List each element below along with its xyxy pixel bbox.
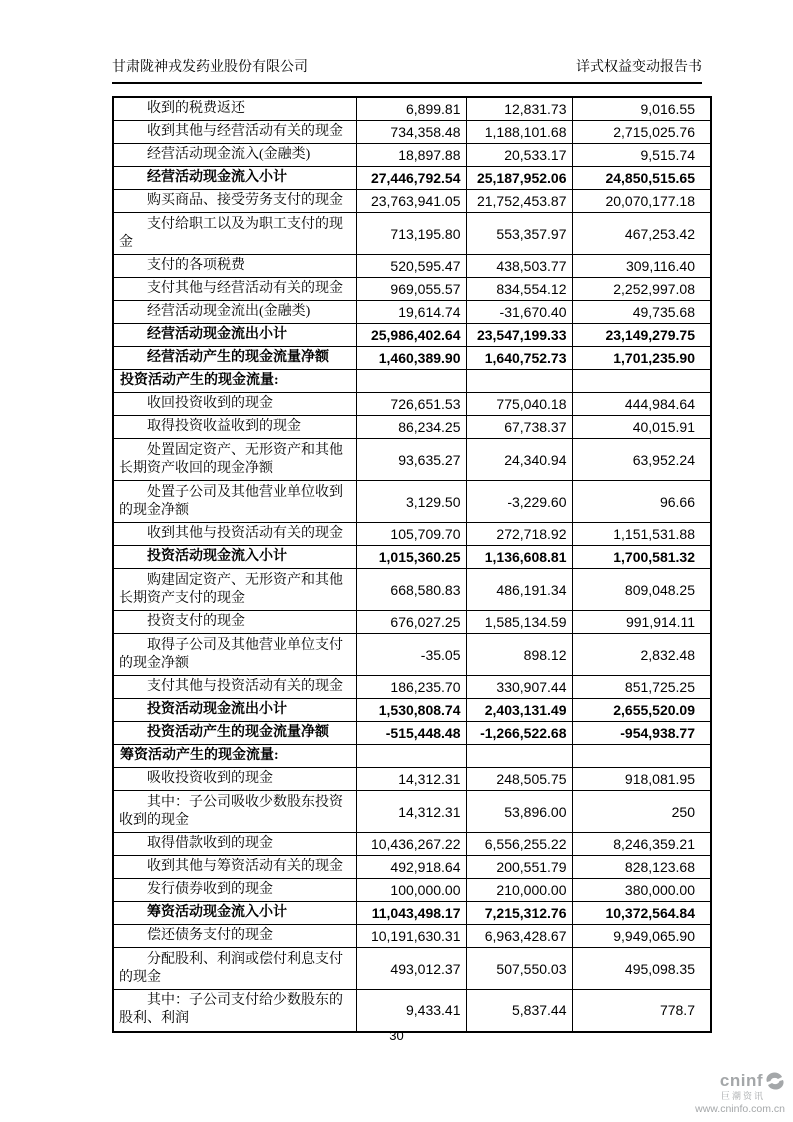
table-row (113, 634, 711, 676)
table-row (113, 416, 711, 439)
row-value: 8,246,359.21 (572, 833, 711, 856)
table-row (113, 370, 711, 393)
row-value: 25,986,402.64 (356, 324, 466, 347)
row-value: -3,229.60 (466, 481, 572, 523)
row-value: 2,655,520.09 (572, 699, 711, 722)
row-label: 经营活动现金流入小计 (113, 167, 356, 190)
row-label: 分配股利、利润或偿付利息支付的现金 (113, 948, 356, 990)
row-value: 272,718.92 (466, 523, 572, 546)
table-row (113, 925, 711, 948)
row-value: 309,116.40 (572, 255, 711, 278)
table-row (113, 948, 711, 990)
table-row (113, 278, 711, 301)
row-label: 处置子公司及其他营业单位收到的现金净额 (113, 481, 356, 523)
cash-flow-statement-table (112, 96, 712, 1033)
row-value: 9,016.55 (572, 97, 711, 121)
row-value: 9,515.74 (572, 144, 711, 167)
row-value: 380,000.00 (572, 879, 711, 902)
row-value: 553,357.97 (466, 213, 572, 255)
row-value: 12,831.73 (466, 97, 572, 121)
cninfo-logo (695, 1072, 785, 1115)
row-value: 918,081.95 (572, 768, 711, 791)
row-value (466, 370, 572, 393)
table-row (113, 745, 711, 768)
row-value: -31,670.40 (466, 301, 572, 324)
row-value: 444,984.64 (572, 393, 711, 416)
row-value: 11,043,498.17 (356, 902, 466, 925)
row-label: 发行债券收到的现金 (113, 879, 356, 902)
row-value (572, 370, 711, 393)
row-label: 收到其他与投资活动有关的现金 (113, 523, 356, 546)
table-row (113, 676, 711, 699)
row-value: 96.66 (572, 481, 711, 523)
row-label: 支付的各项税费 (113, 255, 356, 278)
row-label: 收到的税费返还 (113, 97, 356, 121)
row-value: 834,554.12 (466, 278, 572, 301)
row-value: 6,963,428.67 (466, 925, 572, 948)
row-value: 10,372,564.84 (572, 902, 711, 925)
table-row (113, 902, 711, 925)
table-row (113, 768, 711, 791)
row-label: 经营活动现金流入(金融类) (113, 144, 356, 167)
row-value: 25,187,952.06 (466, 167, 572, 190)
row-label: 收到其他与筹资活动有关的现金 (113, 856, 356, 879)
header-doc-title: 详式权益变动报告书 (576, 60, 702, 75)
table-row (113, 569, 711, 611)
row-value: 2,715,025.76 (572, 121, 711, 144)
table-row (113, 393, 711, 416)
row-value: 486,191.34 (466, 569, 572, 611)
row-value: 492,918.64 (356, 856, 466, 879)
row-value: 734,358.48 (356, 121, 466, 144)
row-value: 3,129.50 (356, 481, 466, 523)
table-row (113, 324, 711, 347)
row-value: 668,580.83 (356, 569, 466, 611)
row-label: 经营活动现金流出(金融类) (113, 301, 356, 324)
table-row (113, 699, 711, 722)
row-value: 186,235.70 (356, 676, 466, 699)
table-row (113, 990, 711, 1032)
row-value: 248,505.75 (466, 768, 572, 791)
table-row (113, 255, 711, 278)
row-value: 24,340.94 (466, 439, 572, 481)
row-value: 726,651.53 (356, 393, 466, 416)
table-row (113, 144, 711, 167)
row-value: 5,837.44 (466, 990, 572, 1032)
row-label: 取得投资收益收到的现金 (113, 416, 356, 439)
row-value: 9,949,065.90 (572, 925, 711, 948)
table-row (113, 97, 711, 121)
row-value: 713,195.80 (356, 213, 466, 255)
row-value: 2,252,997.08 (572, 278, 711, 301)
page-header (112, 56, 702, 84)
row-value: 775,040.18 (466, 393, 572, 416)
row-label: 投资活动现金流出小计 (113, 699, 356, 722)
row-value: 2,832.48 (572, 634, 711, 676)
row-value: 23,149,279.75 (572, 324, 711, 347)
cninfo-cn-name: 巨潮资讯 (720, 1090, 765, 1101)
row-label: 取得子公司及其他营业单位支付的现金净额 (113, 634, 356, 676)
table-row (113, 546, 711, 569)
row-label: 收回投资收到的现金 (113, 393, 356, 416)
table-row (113, 791, 711, 833)
row-value: 210,000.00 (466, 879, 572, 902)
row-label: 支付给职工以及为职工支付的现金 (113, 213, 356, 255)
row-value: 520,595.47 (356, 255, 466, 278)
table-row (113, 611, 711, 634)
row-value: 40,015.91 (572, 416, 711, 439)
row-value: 63,952.24 (572, 439, 711, 481)
row-value: 24,850,515.65 (572, 167, 711, 190)
table-row (113, 190, 711, 213)
table-row (113, 213, 711, 255)
row-label: 筹资活动现金流入小计 (113, 902, 356, 925)
row-value: 1,188,101.68 (466, 121, 572, 144)
row-value: 67,738.37 (466, 416, 572, 439)
row-value: 27,446,792.54 (356, 167, 466, 190)
row-value: 809,048.25 (572, 569, 711, 611)
table-row (113, 523, 711, 546)
row-value: 676,027.25 (356, 611, 466, 634)
row-value: 1,700,581.32 (572, 546, 711, 569)
row-value: 10,436,267.22 (356, 833, 466, 856)
row-value: -515,448.48 (356, 722, 466, 745)
row-value: 20,070,177.18 (572, 190, 711, 213)
row-value: -1,266,522.68 (466, 722, 572, 745)
row-value: 330,907.44 (466, 676, 572, 699)
row-value: 250 (572, 791, 711, 833)
row-value: -954,938.77 (572, 722, 711, 745)
row-label: 其中：子公司吸收少数股东投资收到的现金 (113, 791, 356, 833)
table-row (113, 481, 711, 523)
row-value (466, 745, 572, 768)
row-value: 20,533.17 (466, 144, 572, 167)
page-number: 30 (389, 1028, 404, 1043)
cninfo-url: www.cninfo.com.cn (695, 1102, 785, 1115)
row-label: 经营活动产生的现金流量净额 (113, 347, 356, 370)
cninfo-brand-text: cninf (719, 1071, 763, 1090)
row-value: 507,550.03 (466, 948, 572, 990)
row-value (572, 745, 711, 768)
row-value: 7,215,312.76 (466, 902, 572, 925)
row-value (356, 745, 466, 768)
row-value: 1,460,389.90 (356, 347, 466, 370)
row-value: 467,253.42 (572, 213, 711, 255)
row-value: 493,012.37 (356, 948, 466, 990)
row-value: 1,585,134.59 (466, 611, 572, 634)
row-value: 438,503.77 (466, 255, 572, 278)
row-label: 购建固定资产、无形资产和其他长期资产支付的现金 (113, 569, 356, 611)
row-value: 1,530,808.74 (356, 699, 466, 722)
row-value: 14,312.31 (356, 768, 466, 791)
row-label: 投资活动现金流入小计 (113, 546, 356, 569)
table-row (113, 347, 711, 370)
row-value: 898.12 (466, 634, 572, 676)
table-row (113, 301, 711, 324)
row-label: 投资活动产生的现金流量: (113, 370, 356, 393)
row-label: 取得借款收到的现金 (113, 833, 356, 856)
row-value: 6,556,255.22 (466, 833, 572, 856)
row-value: 1,136,608.81 (466, 546, 572, 569)
row-label: 经营活动现金流出小计 (113, 324, 356, 347)
row-label: 处置固定资产、无形资产和其他长期资产收回的现金净额 (113, 439, 356, 481)
row-label: 支付其他与经营活动有关的现金 (113, 278, 356, 301)
row-value: -35.05 (356, 634, 466, 676)
header-company-name: 甘肃陇神戎发药业股份有限公司 (112, 60, 308, 75)
table-row (113, 722, 711, 745)
row-value: 991,914.11 (572, 611, 711, 634)
row-value: 49,735.68 (572, 301, 711, 324)
table-row (113, 439, 711, 481)
row-value: 23,763,941.05 (356, 190, 466, 213)
row-value: 778.7 (572, 990, 711, 1032)
swirl-globe-icon (765, 1072, 785, 1090)
row-label: 投资支付的现金 (113, 611, 356, 634)
row-value: 10,191,630.31 (356, 925, 466, 948)
row-value: 53,896.00 (466, 791, 572, 833)
row-label: 吸收投资收到的现金 (113, 768, 356, 791)
row-value: 1,151,531.88 (572, 523, 711, 546)
row-value: 100,000.00 (356, 879, 466, 902)
row-value: 18,897.88 (356, 144, 466, 167)
table-row (113, 879, 711, 902)
row-value: 86,234.25 (356, 416, 466, 439)
row-value: 969,055.57 (356, 278, 466, 301)
row-value: 851,725.25 (572, 676, 711, 699)
row-label: 投资活动产生的现金流量净额 (113, 722, 356, 745)
table-row (113, 121, 711, 144)
row-value: 1,640,752.73 (466, 347, 572, 370)
row-value: 1,015,360.25 (356, 546, 466, 569)
row-value: 93,635.27 (356, 439, 466, 481)
row-label: 偿还债务支付的现金 (113, 925, 356, 948)
row-label: 收到其他与经营活动有关的现金 (113, 121, 356, 144)
row-value: 14,312.31 (356, 791, 466, 833)
row-label: 筹资活动产生的现金流量: (113, 745, 356, 768)
row-value: 21,752,453.87 (466, 190, 572, 213)
row-value (356, 370, 466, 393)
row-value: 1,701,235.90 (572, 347, 711, 370)
row-value: 9,433.41 (356, 990, 466, 1032)
row-value: 105,709.70 (356, 523, 466, 546)
row-value: 495,098.35 (572, 948, 711, 990)
row-value: 2,403,131.49 (466, 699, 572, 722)
table-row (113, 167, 711, 190)
table-row (113, 856, 711, 879)
row-label: 支付其他与投资活动有关的现金 (113, 676, 356, 699)
row-value: 6,899.81 (356, 97, 466, 121)
row-value: 200,551.79 (466, 856, 572, 879)
row-label: 购买商品、接受劳务支付的现金 (113, 190, 356, 213)
row-value: 19,614.74 (356, 301, 466, 324)
row-label: 其中：子公司支付给少数股东的股利、利润 (113, 990, 356, 1032)
row-value: 23,547,199.33 (466, 324, 572, 347)
row-value: 828,123.68 (572, 856, 711, 879)
table-row (113, 833, 711, 856)
